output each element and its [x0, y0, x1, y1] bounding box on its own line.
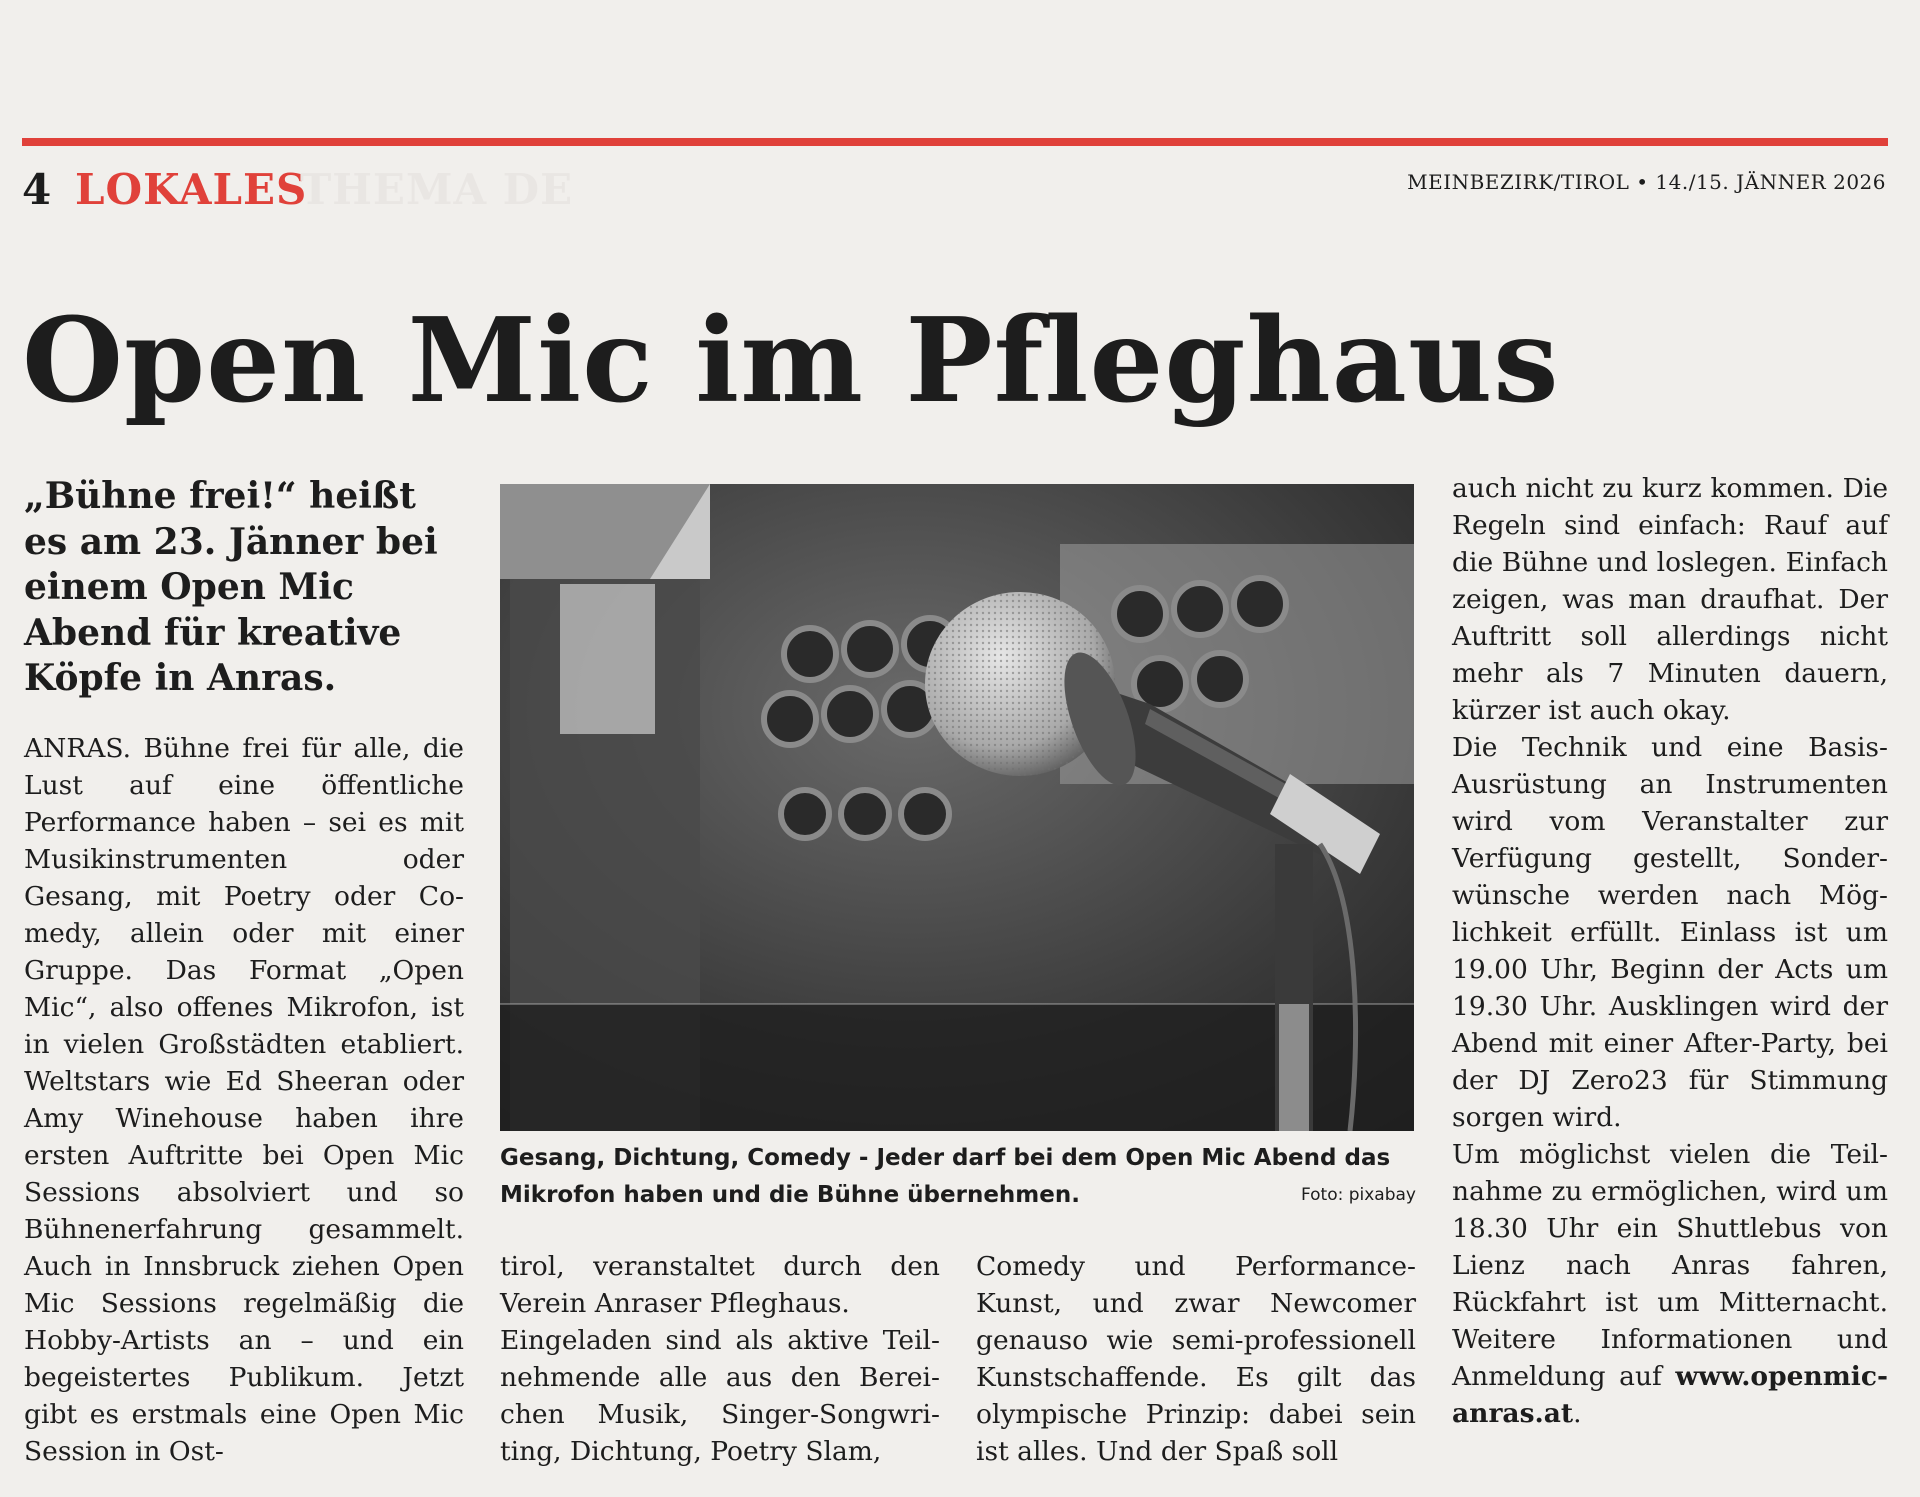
headline: Open Mic im Pfleghaus — [22, 293, 1560, 429]
body-paragraph: Die Technik und eine Basis-Ausrüstung an Instrumenten wird vom Veranstalter zur Verfügung gestellt, Sonderwünsche werden nach Möglichkeit erfüllt. Einlass ist um 19.00 Uhr, Beginn der Acts um 19.30 Uhr. Ausklingen wird der Abend mit einer After-Party, bei der DJ Zero23 für Stimmung sorgen wird. — [1452, 732, 1888, 1133]
publication-date: MEINBEZIRK/TIROL • 14./15. JÄNNER 2026 — [1407, 170, 1886, 194]
body-text: . — [1573, 1398, 1582, 1429]
page-number: 4 — [22, 165, 52, 214]
body-paragraph: auch nicht zu kurz kommen. Die Regeln sind einfach: Rauf auf die Bühne und loslegen. Einfach zeigen, was man draufhat. Der Auftritt soll allerdings nicht mehr als 7 Minuten dauern, kürzer ist auch okay. — [1452, 473, 1888, 726]
section-label: LOKALES — [75, 165, 308, 214]
microphone-photo — [500, 484, 1414, 1131]
body-paragraph: Comedy und Performance-Kunst, und zwar Newcomer genauso wie semi-professionell Kunstschaffende. Es gilt das olympische Prinzip: dabei sein ist alles. Und der Spaß soll — [976, 1251, 1416, 1467]
article-column-2 — [500, 1248, 940, 1470]
photo-caption — [500, 1140, 1416, 1214]
body-paragraph: ANRAS. Bühne frei für alle, die Lust auf eine öffentliche Performance haben – sei es mit Musikinstrumenten oder Gesang, mit Poetry oder Comedy, allein oder mit einer Gruppe. Das Format „Open Mic“, also offenes Mikrofon, ist in vielen Großstädten etabliert. Weltstars wie Ed Sheeran oder Amy Winehouse haben ihre ersten Auftritte bei Open Mic Sessions absolviert und so Bühnenerfahrung gesammelt. Auch in Innsbruck ziehen Open Mic Sessions regelmäßig die Hobby-Artists an – und ein begeistertes Publikum. Jetzt gibt es erstmals eine Open Mic Session in Ost- — [24, 733, 464, 1467]
article-column-3 — [976, 1248, 1416, 1470]
caption-text: Gesang, Dichtung, Comedy - Jeder darf bei dem Open Mic Abend das Mikrofon haben und die Bühne übernehmen. — [500, 1145, 1391, 1208]
body-paragraph — [1452, 1136, 1888, 1432]
bleed-through-text: THEMA DE — [300, 165, 574, 214]
lead-paragraph: „Bühne frei!“ heißt es am 23. Jänner bei einem Open Mic Abend für kreative Köpfe in Anras. — [24, 475, 438, 699]
microphone-image — [500, 484, 1414, 1131]
body-paragraph: Eingeladen sind als aktive Teilnehmende alle aus den Bereichen Musik, Singer-Songwriting, Dichtung, Poetry Slam, — [500, 1325, 940, 1467]
article-column-4 — [1452, 470, 1888, 1432]
photo-credit: Foto: pixabay — [1300, 1185, 1416, 1205]
header-rule — [22, 138, 1888, 146]
body-text: Um möglichst vielen die Teilnahme zu ermöglichen, wird um 18.30 Uhr ein Shuttlebus von Lienz nach Anras fahren, Rückfahrt ist um Mitternacht. Weitere Informationen und Anmeldung auf — [1452, 1139, 1888, 1392]
body-paragraph: tirol, veranstaltet durch den Verein Anraser Pfleghaus. — [500, 1251, 940, 1319]
website-link[interactable]: www.openmic-anras.at — [1452, 1361, 1888, 1429]
article-column-1 — [24, 730, 464, 1470]
